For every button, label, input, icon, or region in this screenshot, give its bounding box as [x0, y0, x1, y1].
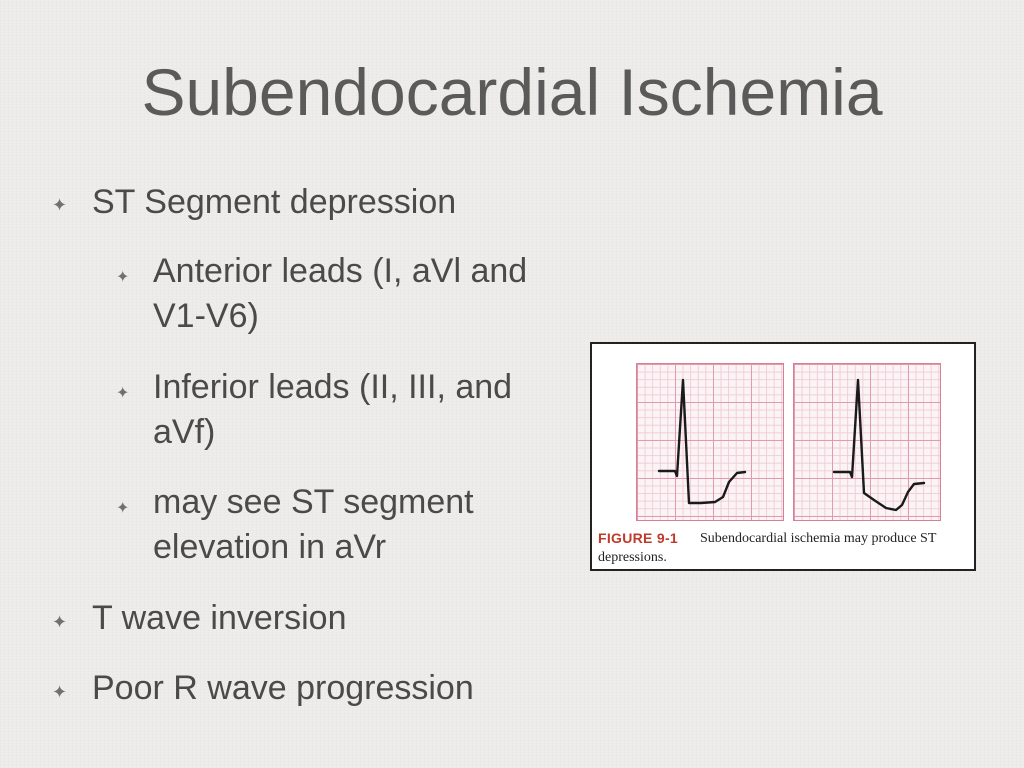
figure-caption-line-1: Subendocardial ischemia may produce ST	[700, 531, 937, 546]
slide-title: Subendocardial Ischemia	[141, 55, 883, 129]
bullet-anterior-leads	[153, 249, 527, 339]
bullet-st-elevation-avr	[153, 480, 474, 570]
bullet-marker-icon: ✦	[116, 385, 130, 402]
bullet-t-wave-inversion: T wave inversion	[92, 599, 347, 637]
bullet-line: may see ST segment	[153, 483, 474, 521]
ecg-trace-right	[794, 364, 940, 520]
bullet-marker-icon: ✦	[52, 195, 68, 215]
bullet-marker-icon: ✦	[52, 682, 68, 702]
bullet-line: Anterior leads (I, aVl and	[153, 252, 528, 290]
bullet-inferior-leads	[153, 365, 512, 455]
figure-label: FIGURE 9-1	[598, 530, 679, 546]
ecg-trace-left	[637, 364, 783, 520]
bullet-line: elevation in aVr	[153, 528, 387, 566]
bullet-poor-r-wave: Poor R wave progression	[92, 669, 474, 707]
bullet-marker-icon: ✦	[52, 612, 68, 632]
bullet-line: Inferior leads (II, III, and	[153, 368, 513, 406]
ecg-figure	[590, 342, 976, 571]
ecg-panel-left	[636, 363, 784, 521]
bullet-marker-icon: ✦	[116, 500, 130, 517]
bullet-line: aVf)	[153, 413, 216, 451]
figure-caption-line-2: depressions.	[598, 550, 667, 565]
bullet-st-depression: ST Segment depression	[92, 183, 457, 221]
bullet-marker-icon: ✦	[116, 269, 130, 286]
bullet-line: V1-V6)	[153, 297, 259, 335]
ecg-panel-right	[793, 363, 941, 521]
